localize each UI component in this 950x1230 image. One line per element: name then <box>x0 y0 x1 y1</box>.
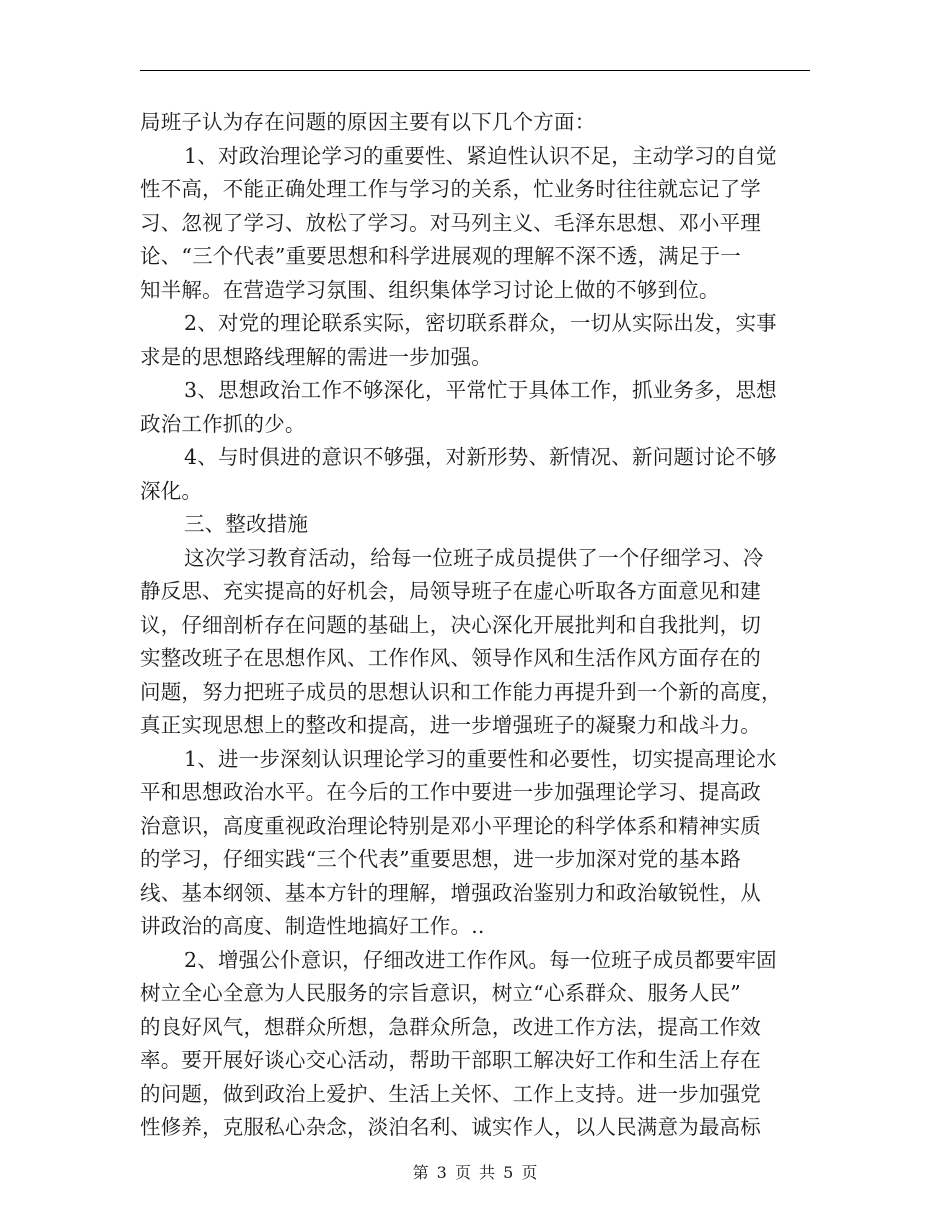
text-line: 3、思想政治工作不够深化，平常忙于具体工作，抓业务多，思想 <box>184 378 777 402</box>
text-line: 性不高，不能正确处理工作与学习的关系，忙业务时往往就忘记了学 <box>140 177 761 201</box>
text-line: 1、对政治理论学习的重要性、紧迫性认识不足，主动学习的自觉 <box>184 143 777 168</box>
document-body <box>140 106 810 1145</box>
text-line: 这次学习教育活动，给每一位班子成员提供了一个仔细学习、冷 <box>184 545 764 570</box>
text-line: 问题，努力把班子成员的思想认识和工作能力再提升到一个新的高度， <box>140 679 782 704</box>
text-line: 4、与时俱进的意识不够强，对新形势、新情况、新问题讨论不够 <box>184 445 777 469</box>
text-line: 树立全心全意为人民服务的宗旨意识，树立“心系群众、服务人民” <box>140 981 741 1005</box>
text-line: 的良好风气，想群众所想，急群众所急，改进工作方法，提高工作效 <box>140 1014 761 1039</box>
text-line: 习、忽视了学习、放松了学习。对马列主义、毛泽东思想、邓小平理 <box>140 210 761 235</box>
page-number: 第 3 页 共 5 页 <box>412 1163 538 1182</box>
text-line: 局班子认为存在问题的原因主要有以下几个方面： <box>140 110 596 134</box>
text-line: 1、进一步深刻认识理论学习的重要性和必要性，切实提高理论水 <box>184 746 777 771</box>
text-line: 三、整改措施 <box>184 512 309 536</box>
text-line: 平和思想政治水平。在今后的工作中要进一步加强理论学习、提高政 <box>140 780 761 804</box>
text-line: 讲政治的高度、制造性地搞好工作。.. <box>140 914 485 938</box>
text-line: 知半解。在营造学习氛围、组织集体学习讨论上做的不够到位。 <box>140 277 720 302</box>
text-line: 真正实现思想上的整改和提高，进一步增强班子的凝聚力和战斗力。 <box>140 713 761 737</box>
text-line: 实整改班子在思想作风、工作作风、领导作风和生活作风方面存在的 <box>140 646 761 670</box>
text-line: 论、“三个代表”重要思想和科学进展观的理解不深不透，满足于一 <box>140 244 741 268</box>
text-line: 2、对党的理论联系实际，密切联系群众，一切从实际出发，实事 <box>184 311 777 335</box>
text-line: 静反思、充实提高的好机会，局领导班子在虚心听取各方面意见和建 <box>140 579 761 603</box>
text-line: 议，仔细剖析存在问题的基础上，决心深化开展批判和自我批判，切 <box>140 612 761 637</box>
text-line: 的问题，做到政治上爱护、生活上关怀、工作上支持。进一步加强党 <box>140 1081 761 1106</box>
text-line: 政治工作抓的少。 <box>140 411 306 436</box>
text-line: 线、基本纲领、基本方针的理解，增强政治鉴别力和政治敏锐性，从 <box>140 880 761 905</box>
text-line: 率。要开展好谈心交心活动，帮助干部职工解决好工作和生活上存在 <box>140 1048 761 1072</box>
text-line: 性修养，克服私心杂念，淡泊名利、诚实作人，以人民满意为最高标 <box>140 1115 761 1139</box>
text-line: 治意识，高度重视政治理论特别是邓小平理论的科学体系和精神实质 <box>140 813 761 838</box>
text-line: 求是的思想路线理解的需进一步加强。 <box>140 344 492 369</box>
text-line: 2、增强公仆意识，仔细改进工作作风。每一位班子成员都要牢固 <box>184 947 777 972</box>
text-line: 深化。 <box>140 478 203 503</box>
text-line: 的学习，仔细实践“三个代表”重要思想，进一步加深对党的基本路 <box>140 847 741 871</box>
header-rule <box>140 70 810 71</box>
